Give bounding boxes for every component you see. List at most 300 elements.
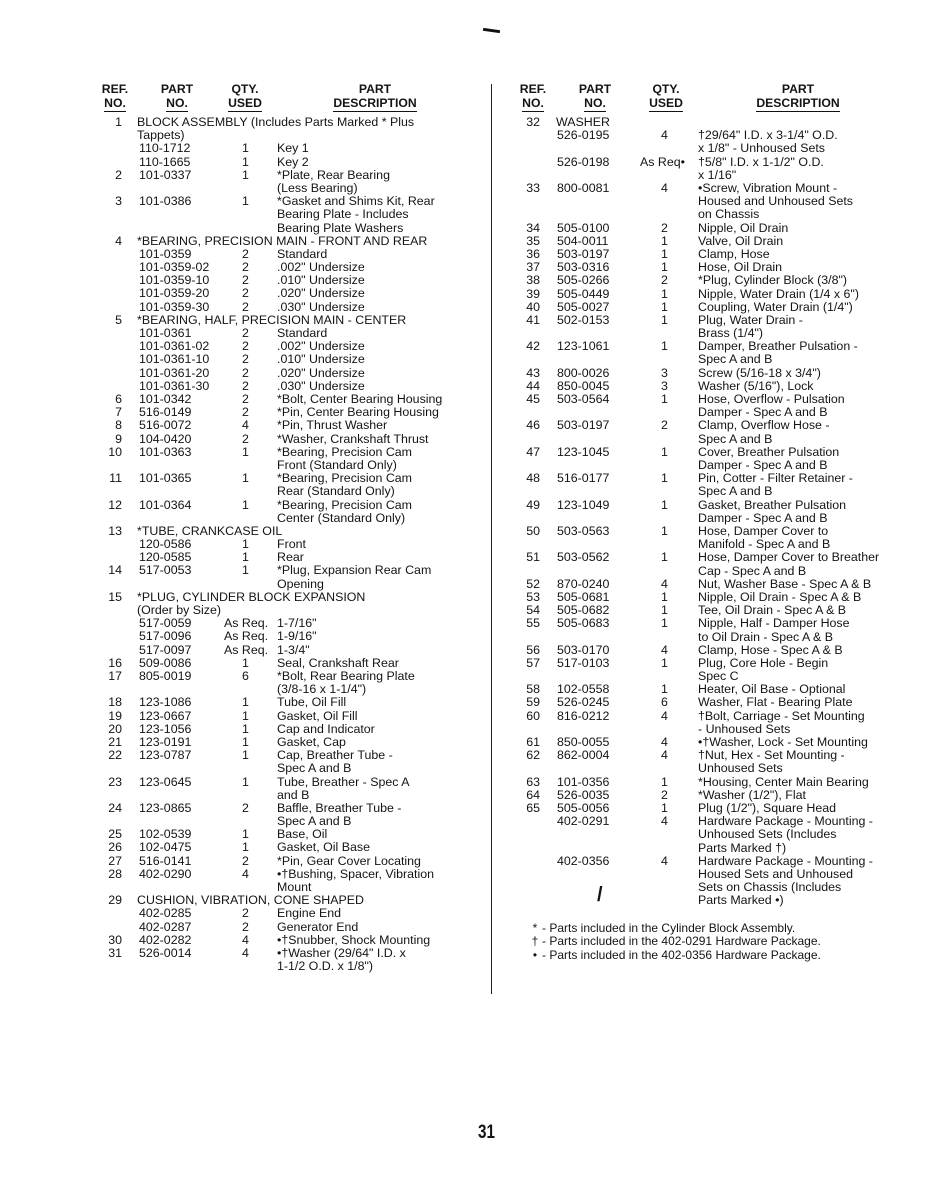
part-number: 505-0266 xyxy=(557,273,610,288)
header-part-no xyxy=(147,82,207,112)
quantity: 2 xyxy=(242,326,249,341)
ref-number: 6 xyxy=(115,391,122,406)
section-heading: *BEARING, HALF, PRECISION MAIN - CENTER xyxy=(137,312,407,327)
ref-number: 47 xyxy=(526,444,540,459)
ref-number: 3 xyxy=(115,194,122,209)
quantity: As Req• xyxy=(640,154,685,169)
ref-number: 37 xyxy=(526,260,540,275)
part-description: 1-9/16" xyxy=(277,629,317,644)
part-number: 101-0359-02 xyxy=(139,260,210,275)
quantity: 6 xyxy=(242,668,249,683)
table-row xyxy=(100,195,480,235)
part-number: 101-0386 xyxy=(139,194,192,209)
part-description: •†Snubber, Shock Mounting xyxy=(277,932,431,947)
footnote-symbol: * xyxy=(532,921,538,935)
quantity: 2 xyxy=(661,273,668,288)
part-description: Front xyxy=(277,537,306,552)
table-row xyxy=(518,235,913,248)
quantity: 1 xyxy=(661,774,668,789)
footnote-symbol: † xyxy=(531,934,539,949)
part-description: *Pin, Thrust Washer xyxy=(277,418,388,433)
page-number: 31 xyxy=(478,1122,495,1143)
part-number: 402-0287 xyxy=(139,919,192,934)
part-description: .010" Undersize xyxy=(277,352,365,367)
parts-column-right xyxy=(518,82,913,908)
table-row xyxy=(518,525,913,551)
ref-number: 46 xyxy=(526,418,540,433)
ref-number: 12 xyxy=(108,497,122,512)
part-description: Hose, Damper Cover to Manifold - Spec A and B xyxy=(698,523,831,552)
part-description: .002" Undersize xyxy=(277,339,365,354)
header-qty-used xyxy=(638,82,694,112)
part-number: 402-0285 xyxy=(139,906,192,921)
part-number: 123-1056 xyxy=(139,721,192,736)
part-number: 800-0081 xyxy=(557,180,610,195)
table-row xyxy=(518,644,913,657)
part-description: Gasket, Oil Base xyxy=(277,840,370,855)
ref-number: 30 xyxy=(108,932,122,947)
table-row xyxy=(100,776,480,802)
footnote-symbol: • xyxy=(532,947,538,962)
table-row xyxy=(518,749,913,775)
part-description: Washer (5/16"), Lock xyxy=(698,378,814,393)
ref-number: 23 xyxy=(108,774,122,789)
table-row xyxy=(100,710,480,723)
quantity: 1 xyxy=(661,339,668,354)
part-description: Engine End xyxy=(277,906,342,921)
quantity: 1 xyxy=(661,589,668,604)
quantity: 1 xyxy=(242,194,249,209)
footnotes xyxy=(530,922,900,962)
part-number: 123-0865 xyxy=(139,800,192,815)
ref-number: 62 xyxy=(526,748,540,763)
ref-number: 15 xyxy=(108,589,122,604)
part-number: 517-0053 xyxy=(139,563,192,578)
part-description: Tube, Breather - Spec A and B xyxy=(277,774,410,802)
quantity: 4 xyxy=(242,866,249,881)
ref-number: 11 xyxy=(109,471,122,486)
table-row xyxy=(100,235,480,248)
part-number: 123-1049 xyxy=(557,497,610,512)
part-number: 101-0361-02 xyxy=(139,339,210,354)
quantity: 1 xyxy=(242,840,249,855)
section-heading: *PLUG, CYLINDER BLOCK EXPANSION xyxy=(137,589,366,604)
part-description: *Pin, Gear Cover Locating xyxy=(277,853,421,868)
pen-tick-mark: / xyxy=(597,884,603,906)
quantity: 4 xyxy=(661,180,668,195)
quantity: 1 xyxy=(242,695,249,710)
section-heading: BLOCK ASSEMBLY (Includes Parts Marked * Plus xyxy=(137,115,415,129)
part-description: Nipple, Water Drain (1/4 x 6") xyxy=(698,286,859,301)
quantity: As Req. xyxy=(224,642,269,657)
ref-number: 33 xyxy=(526,180,540,195)
quantity: 1 xyxy=(242,471,249,486)
part-description: 1-3/4" xyxy=(277,642,310,657)
table-row xyxy=(100,947,480,973)
part-description: Nipple, Half - Damper Hose to Oil Drain - Spec A & B xyxy=(698,616,850,644)
table-row xyxy=(518,314,913,340)
part-description: Hose, Oil Drain xyxy=(698,260,783,275)
ref-number: 40 xyxy=(526,299,540,314)
part-description: *Bolt, Center Bearing Housing xyxy=(277,391,443,406)
table-row xyxy=(100,644,480,657)
quantity: 2 xyxy=(242,431,249,446)
header-part-label: PART xyxy=(578,82,612,96)
quantity: 1 xyxy=(242,444,249,459)
parts-table-right xyxy=(518,116,913,908)
part-number: 101-0361-30 xyxy=(139,378,210,393)
quantity: 2 xyxy=(242,919,249,934)
part-description: Cover, Breather Pulsation Damper - Spec A and B xyxy=(698,444,840,473)
ref-number: 63 xyxy=(526,774,540,789)
part-number: 402-0356 xyxy=(557,853,610,868)
part-number: 101-0361-10 xyxy=(139,352,210,367)
part-number: 850-0055 xyxy=(557,735,610,750)
part-description: Screw (5/16-18 x 3/4") xyxy=(698,365,821,380)
top-dash-mark xyxy=(483,28,500,33)
section-heading: Tappets) xyxy=(137,128,185,143)
part-number: 503-0197 xyxy=(557,418,610,433)
part-description: Baffle, Breather Tube - Spec A and B xyxy=(277,800,402,829)
ref-number: 5 xyxy=(115,312,122,327)
part-description: *Housing, Center Main Bearing xyxy=(698,774,869,789)
part-description: *Washer (1/2"), Flat xyxy=(698,787,806,802)
ref-number: 20 xyxy=(108,721,122,736)
part-description: •Screw, Vibration Mount - Housed and Unhoused Sets on Chassis xyxy=(698,180,853,222)
part-number: 503-0170 xyxy=(557,642,610,657)
part-number: 101-0359-30 xyxy=(139,299,210,314)
part-number: 526-0245 xyxy=(557,695,610,710)
quantity: As Req. xyxy=(224,629,269,644)
ref-number: 28 xyxy=(108,866,122,881)
footnote xyxy=(530,935,900,948)
table-row xyxy=(100,301,480,314)
part-number: 101-0359-20 xyxy=(139,286,210,301)
quantity: 2 xyxy=(242,391,249,406)
table-row xyxy=(100,419,480,432)
header-no-label: NO. xyxy=(104,96,126,110)
part-description: *Pin, Center Bearing Housing xyxy=(277,405,439,420)
part-number: 101-0356 xyxy=(557,774,610,789)
part-number: 516-0141 xyxy=(139,853,192,868)
quantity: 1 xyxy=(242,774,249,789)
quantity: 2 xyxy=(242,299,249,314)
part-description: .030" Undersize xyxy=(277,378,365,393)
table-row xyxy=(100,630,480,643)
part-description: †Nut, Hex - Set Mounting - Unhoused Sets xyxy=(698,748,845,776)
part-description: Nut, Washer Base - Spec A & B xyxy=(698,576,872,591)
table-row xyxy=(100,367,480,380)
part-description: †Bolt, Carriage - Set Mounting - Unhoused Sets xyxy=(698,708,865,736)
part-description: Hose, Damper Cover to Breather Cap - Spec A and B xyxy=(698,550,880,578)
part-description: Clamp, Hose - Spec A & B xyxy=(698,642,843,657)
part-description: Clamp, Overflow Hose - Spec A and B xyxy=(698,418,830,446)
header-ref-label: REF. xyxy=(101,82,129,96)
part-description: Cap and Indicator xyxy=(277,721,375,736)
quantity: 1 xyxy=(661,246,668,261)
table-row xyxy=(100,287,480,300)
part-number: 800-0026 xyxy=(557,365,610,380)
part-description: Key 2 xyxy=(277,154,309,169)
part-number: 526-0195 xyxy=(557,128,610,143)
part-description: Gasket, Cap xyxy=(277,734,346,749)
ref-number: 1 xyxy=(115,115,122,129)
part-number: 101-0363 xyxy=(139,444,192,459)
footnote-text: - Parts included in the Cylinder Block Assembly. xyxy=(542,921,796,935)
ref-number: 25 xyxy=(108,827,122,842)
quantity: 2 xyxy=(242,246,249,261)
ref-number: 43 xyxy=(526,365,540,380)
part-number: 104-0420 xyxy=(139,431,192,446)
ref-number: 8 xyxy=(115,418,122,433)
part-description: *Plug, Cylinder Block (3/8") xyxy=(698,273,848,288)
part-description: 1-7/16" xyxy=(277,616,317,631)
table-row xyxy=(100,499,480,525)
header-part-no-label: NO. xyxy=(166,96,188,110)
footnote xyxy=(530,922,900,935)
footnote-text: - Parts included in the 402-0356 Hardware Package. xyxy=(542,947,821,962)
quantity: 4 xyxy=(661,576,668,591)
ref-number: 14 xyxy=(108,563,122,578)
quantity: 4 xyxy=(661,853,668,868)
part-number: 123-1061 xyxy=(557,339,610,354)
part-number: 102-0539 xyxy=(139,827,192,842)
part-number: 101-0361-20 xyxy=(139,365,210,380)
part-number: 850-0045 xyxy=(557,378,610,393)
part-description: .020" Undersize xyxy=(277,365,365,380)
part-description: Standard xyxy=(277,246,328,261)
part-number: 101-0359 xyxy=(139,246,192,261)
section-heading: (Order by Size) xyxy=(137,603,221,618)
ref-number: 10 xyxy=(108,444,122,459)
part-number: 123-0787 xyxy=(139,748,192,763)
table-row xyxy=(518,499,913,525)
table-row xyxy=(518,393,913,419)
part-number: 120-0586 xyxy=(139,537,192,552)
table-row xyxy=(100,868,480,894)
part-number: 517-0059 xyxy=(139,616,192,631)
part-number: 509-0086 xyxy=(139,655,192,670)
part-number: 504-0011 xyxy=(557,233,609,248)
quantity: 1 xyxy=(242,734,249,749)
ref-number: 13 xyxy=(108,523,122,538)
ref-number: 35 xyxy=(526,233,540,248)
table-row xyxy=(100,921,480,934)
quantity: 1 xyxy=(242,655,249,670)
ref-number: 18 xyxy=(108,695,122,710)
ref-number: 16 xyxy=(108,655,122,670)
part-description: Pin, Cotter - Filter Retainer - Spec A and B xyxy=(698,471,853,499)
ref-number: 38 xyxy=(526,273,540,288)
ref-number: 53 xyxy=(526,589,540,604)
part-description: †29/64" I.D. x 3-1/4" O.D. x 1/8" - Unhoused Sets xyxy=(698,128,838,156)
quantity: 2 xyxy=(242,906,249,921)
part-description: Hardware Package - Mounting - Housed Sets and Unhoused Sets on Chassis (Includes Parts Marked •) xyxy=(698,853,873,908)
ref-number: 31 xyxy=(108,946,122,960)
ref-number: 56 xyxy=(526,642,540,657)
quantity: 1 xyxy=(242,167,249,182)
quantity: 2 xyxy=(242,260,249,275)
part-number: 517-0096 xyxy=(139,629,192,644)
quantity: 1 xyxy=(242,708,249,723)
part-number: 505-0681 xyxy=(557,589,610,604)
part-description: Washer, Flat - Bearing Plate xyxy=(698,695,853,710)
ref-number: 59 xyxy=(526,695,540,710)
quantity: 4 xyxy=(242,418,249,433)
part-description: Gasket, Breather Pulsation Damper - Spec A and B xyxy=(698,497,847,525)
quantity: 2 xyxy=(242,273,249,288)
part-number: 402-0291 xyxy=(557,814,610,829)
table-row xyxy=(100,380,480,393)
header-part-description xyxy=(320,82,430,112)
ref-number: 2 xyxy=(115,167,122,182)
ref-number: 26 xyxy=(108,840,122,855)
ref-number: 45 xyxy=(526,392,540,407)
part-number: 102-0475 xyxy=(139,840,192,855)
quantity: 1 xyxy=(242,141,249,156)
part-number: 870-0240 xyxy=(557,576,610,591)
part-number: 502-0153 xyxy=(557,312,610,327)
header-ref-no xyxy=(518,82,548,112)
part-description: Clamp, Hose xyxy=(698,246,770,261)
table-row xyxy=(518,578,913,591)
part-description: *Plate, Rear Bearing (Less Bearing) xyxy=(277,167,390,195)
quantity: As Req. xyxy=(224,616,269,631)
part-description: .010" Undersize xyxy=(277,273,365,288)
ref-number: 36 xyxy=(526,246,540,261)
quantity: 4 xyxy=(661,814,668,829)
section-heading: *BEARING, PRECISION MAIN - FRONT AND REAR xyxy=(137,233,428,248)
ref-number: 39 xyxy=(526,286,540,301)
table-row xyxy=(100,472,480,498)
table-row xyxy=(518,472,913,498)
ref-number: 52 xyxy=(526,576,540,591)
header-qty-label: QTY. xyxy=(231,82,259,96)
part-number: 102-0558 xyxy=(557,682,610,697)
part-number: 816-0212 xyxy=(557,708,610,723)
part-number: 503-0562 xyxy=(557,550,610,565)
ref-number: 24 xyxy=(108,800,122,815)
column-divider xyxy=(491,84,492,994)
part-number: 402-0290 xyxy=(139,866,192,881)
table-row xyxy=(100,353,480,366)
table-row xyxy=(100,841,480,854)
quantity: 2 xyxy=(242,339,249,354)
part-number: 123-1045 xyxy=(557,444,610,459)
part-number: 526-0198 xyxy=(557,154,610,169)
part-description: Tee, Oil Drain - Spec A & B xyxy=(698,603,847,618)
table-row xyxy=(518,551,913,577)
part-description: *Gasket and Shims Kit, Rear Bearing Plate - Includes Bearing Plate Washers xyxy=(277,194,435,235)
part-description: Standard xyxy=(277,326,328,341)
header-qty-label: QTY. xyxy=(652,82,680,96)
ref-number: 48 xyxy=(526,471,540,486)
part-number: 123-0645 xyxy=(139,774,192,789)
ref-number: 64 xyxy=(526,787,540,802)
table-row xyxy=(518,288,913,301)
ref-number: 17 xyxy=(108,668,122,683)
quantity: 2 xyxy=(242,405,249,420)
header-description-label: DESCRIPTION xyxy=(333,96,417,110)
quantity: 2 xyxy=(242,853,249,868)
part-description: *Plug, Expansion Rear Cam Opening xyxy=(277,563,432,591)
table-row xyxy=(518,815,913,855)
part-description: *Bearing, Precision Cam Center (Standard Only) xyxy=(277,497,412,525)
table-row xyxy=(100,907,480,920)
quantity: 3 xyxy=(661,365,668,380)
table-row xyxy=(100,657,480,670)
part-description: Hardware Package - Mounting - Unhoused Sets (Includes Parts Marked †) xyxy=(698,814,873,855)
quantity: 2 xyxy=(661,418,668,433)
part-description: Plug, Core Hole - Begin Spec C xyxy=(698,655,829,684)
ref-number: 54 xyxy=(526,603,540,618)
quantity: 2 xyxy=(242,378,249,393)
ref-number: 49 xyxy=(526,497,540,512)
table-row xyxy=(100,433,480,446)
part-description: *Bearing, Precision Cam Front (Standard Only) xyxy=(277,444,412,472)
quantity: 1 xyxy=(661,616,668,631)
table-row xyxy=(100,156,480,169)
part-number: 805-0019 xyxy=(139,668,192,683)
ref-number: 41 xyxy=(526,312,540,327)
header-ref-no xyxy=(100,82,130,112)
table-row xyxy=(100,802,480,828)
part-description: •†Washer, Lock - Set Mounting xyxy=(698,735,868,750)
table-row xyxy=(518,274,913,287)
part-description: Valve, Oil Drain xyxy=(698,233,784,248)
part-number: 402-0282 xyxy=(139,932,192,947)
table-row xyxy=(100,696,480,709)
header-desc-part-label: PART xyxy=(781,82,815,96)
table-row xyxy=(518,696,913,709)
part-description: Cap, Breather Tube - Spec A and B xyxy=(277,748,393,776)
table-row xyxy=(100,142,480,155)
part-number: 123-0191 xyxy=(139,734,192,749)
part-description: .030" Undersize xyxy=(277,299,365,314)
part-number: 505-0100 xyxy=(557,220,610,235)
header-part-label: PART xyxy=(160,82,194,96)
table-row xyxy=(100,749,480,775)
table-row xyxy=(518,129,913,155)
quantity: 1 xyxy=(661,260,668,275)
ref-number: 65 xyxy=(526,801,540,816)
quantity: 4 xyxy=(661,642,668,657)
part-number: 862-0004 xyxy=(557,748,610,763)
part-number: 101-0359-10 xyxy=(139,273,210,288)
header-used-label: USED xyxy=(228,96,262,110)
table-row xyxy=(518,855,913,908)
table-row xyxy=(518,776,913,789)
part-description: *Bolt, Rear Bearing Plate (3/8-16 x 1-1/4") xyxy=(277,668,415,697)
part-description: Gasket, Oil Fill xyxy=(277,708,358,723)
column-header xyxy=(518,82,913,116)
part-number: 516-0072 xyxy=(139,418,192,433)
part-description: Tube, Oil Fill xyxy=(277,695,347,710)
quantity: 1 xyxy=(242,154,249,169)
ref-number: 51 xyxy=(526,550,540,565)
part-description: Plug, Water Drain - Brass (1/4") xyxy=(698,312,803,341)
part-number: 505-0683 xyxy=(557,616,610,631)
quantity: 2 xyxy=(242,800,249,815)
table-row xyxy=(518,657,913,683)
part-number: 101-0364 xyxy=(139,497,192,512)
part-description: .020" Undersize xyxy=(277,286,365,301)
part-number: 526-0035 xyxy=(557,787,610,802)
part-description: *Bearing, Precision Cam Rear (Standard Only) xyxy=(277,471,412,499)
header-used-label: USED xyxy=(649,96,683,110)
quantity: 2 xyxy=(661,787,668,802)
part-description: •†Bushing, Spacer, Vibration Mount xyxy=(277,866,435,895)
